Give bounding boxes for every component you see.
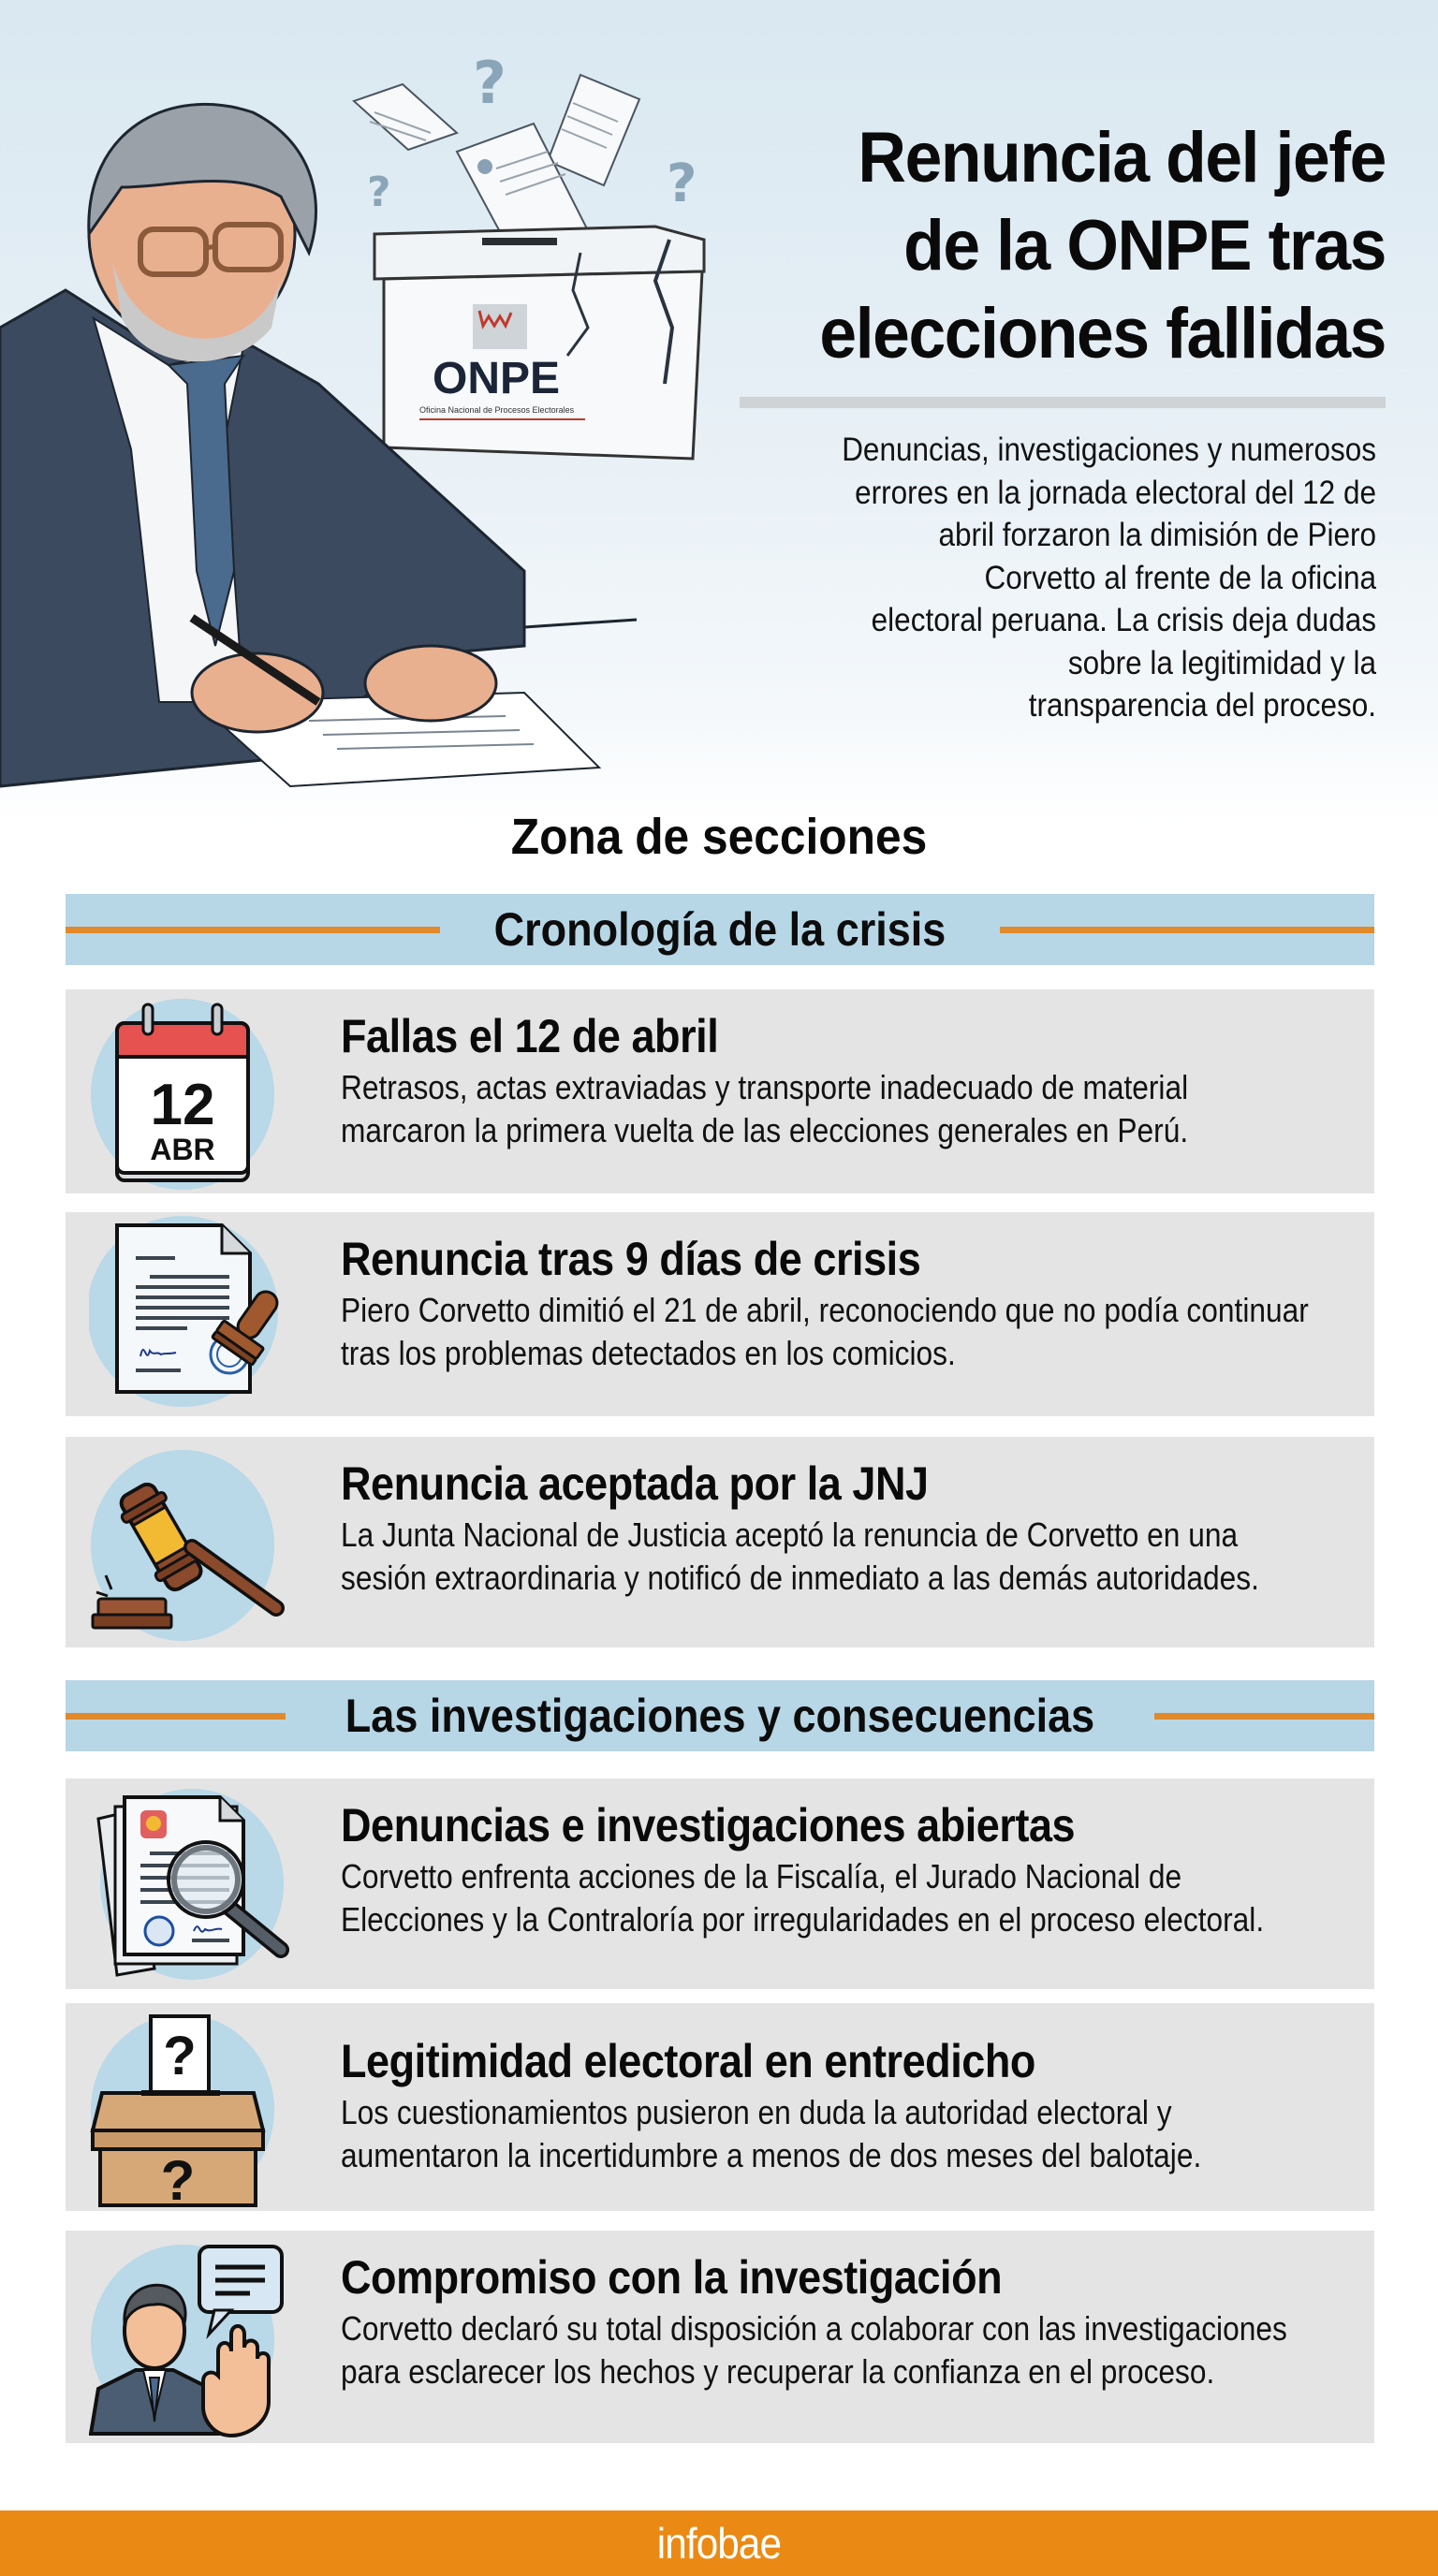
title-line: de la ONPE tras bbox=[903, 206, 1386, 285]
zone-title: Zona de secciones bbox=[510, 809, 928, 865]
card-electoral-legitimacy bbox=[66, 2003, 1374, 2211]
section-banner-label: Cronología de la crisis bbox=[493, 903, 946, 956]
intro-line: Corvetto al frente de la oficina bbox=[984, 559, 1376, 596]
intro-line: sobre la legitimidad y la bbox=[1067, 644, 1376, 681]
section-banner-investigations bbox=[66, 1680, 1374, 1751]
card-body: Los cuestionamientos pusieron en duda la autoridad electoral y aumentaron la incertidumbre a menos de dos meses del balotaje. bbox=[341, 2093, 1202, 2174]
card-open-investigations bbox=[66, 1778, 1374, 1989]
intro-paragraph bbox=[770, 429, 1376, 727]
card-title: Renuncia aceptada por la JNJ bbox=[341, 1457, 929, 1510]
title-line: elecciones fallidas bbox=[819, 294, 1386, 373]
intro-line: electoral peruana. La crisis deja dudas bbox=[871, 602, 1376, 638]
card-title: Renuncia tras 9 días de crisis bbox=[341, 1233, 921, 1285]
card-body: La Junta Nacional de Justicia aceptó la renuncia de Corvetto en una sesión extraordinaria y notificó de inmediato a las demás autoridades. bbox=[341, 1515, 1259, 1597]
card-body: Piero Corvetto dimitió el 21 de abril, reconociendo que no podía continuar tras los problemas detectados en los comicios. bbox=[341, 1291, 1309, 1372]
gavel-icon bbox=[89, 1435, 304, 1650]
official-speech-stop-icon bbox=[89, 2230, 304, 2445]
card-body: Corvetto declaró su total disposición a colaborar con las investigaciones para esclarecer los hechos y recuperar la confianza en el proceso. bbox=[341, 2309, 1287, 2391]
calendar-icon bbox=[89, 984, 304, 1199]
svg-text:ONPE: ONPE bbox=[433, 354, 561, 403]
brand-logo: infobae bbox=[656, 2519, 782, 2568]
ballot-question-mark: ? bbox=[163, 2026, 197, 2086]
card-investigation-commitment bbox=[66, 2231, 1374, 2443]
card-april-12-failures bbox=[66, 989, 1374, 1193]
ballot-box-question-icon bbox=[89, 1999, 304, 2215]
intro-line: abril forzaron la dimisión de Piero bbox=[938, 517, 1376, 553]
card-jnj-accepted bbox=[66, 1437, 1374, 1647]
card-title: Legitimidad electoral en entredicho bbox=[341, 2035, 1035, 2087]
title-divider bbox=[740, 397, 1386, 408]
card-title: Denuncias e investigaciones abiertas bbox=[341, 1799, 1076, 1852]
card-body: Retrasos, actas extraviadas y transporte inadecuado de material marcaron la primera vuelta de las elecciones generales en Perú. bbox=[341, 1068, 1189, 1149]
footer-bar bbox=[0, 2510, 1438, 2576]
svg-text:?: ? bbox=[367, 168, 391, 216]
card-body: Corvetto enfrenta acciones de la Fiscalía, el Jurado Nacional de Elecciones y la Contraloría por irregularidades en el proceso electoral. bbox=[341, 1857, 1265, 1939]
svg-text:?: ? bbox=[667, 154, 697, 214]
hero-illustration bbox=[0, 47, 730, 796]
intro-line: transparencia del proceso. bbox=[1028, 687, 1376, 724]
section-banner-chronology bbox=[66, 894, 1374, 965]
section-banner-label: Las investigaciones y consecuencias bbox=[345, 1690, 1095, 1742]
stamped-document-icon bbox=[89, 1207, 304, 1422]
intro-line: Denuncias, investigaciones y numerosos bbox=[842, 432, 1376, 468]
card-title: Fallas el 12 de abril bbox=[341, 1010, 719, 1062]
card-title: Compromiso con la investigación bbox=[341, 2251, 1003, 2304]
title-line: Renuncia del jefe bbox=[858, 118, 1386, 198]
card-resignation-9-days bbox=[66, 1212, 1374, 1416]
ballot-box-icon bbox=[374, 227, 704, 459]
resignation-illustration bbox=[0, 47, 730, 796]
document-magnifier-icon bbox=[89, 1777, 304, 1992]
svg-text:Oficina Nacional de Procesos E: Oficina Nacional de Procesos Electorales bbox=[419, 405, 575, 415]
page-title bbox=[717, 114, 1386, 378]
svg-text:?: ? bbox=[473, 49, 506, 117]
calendar-month: ABR bbox=[150, 1133, 215, 1166]
calendar-day: 12 bbox=[150, 1073, 215, 1137]
intro-line: errores en la jornada electoral del 12 de bbox=[855, 474, 1376, 511]
svg-text:?: ? bbox=[160, 2149, 196, 2212]
